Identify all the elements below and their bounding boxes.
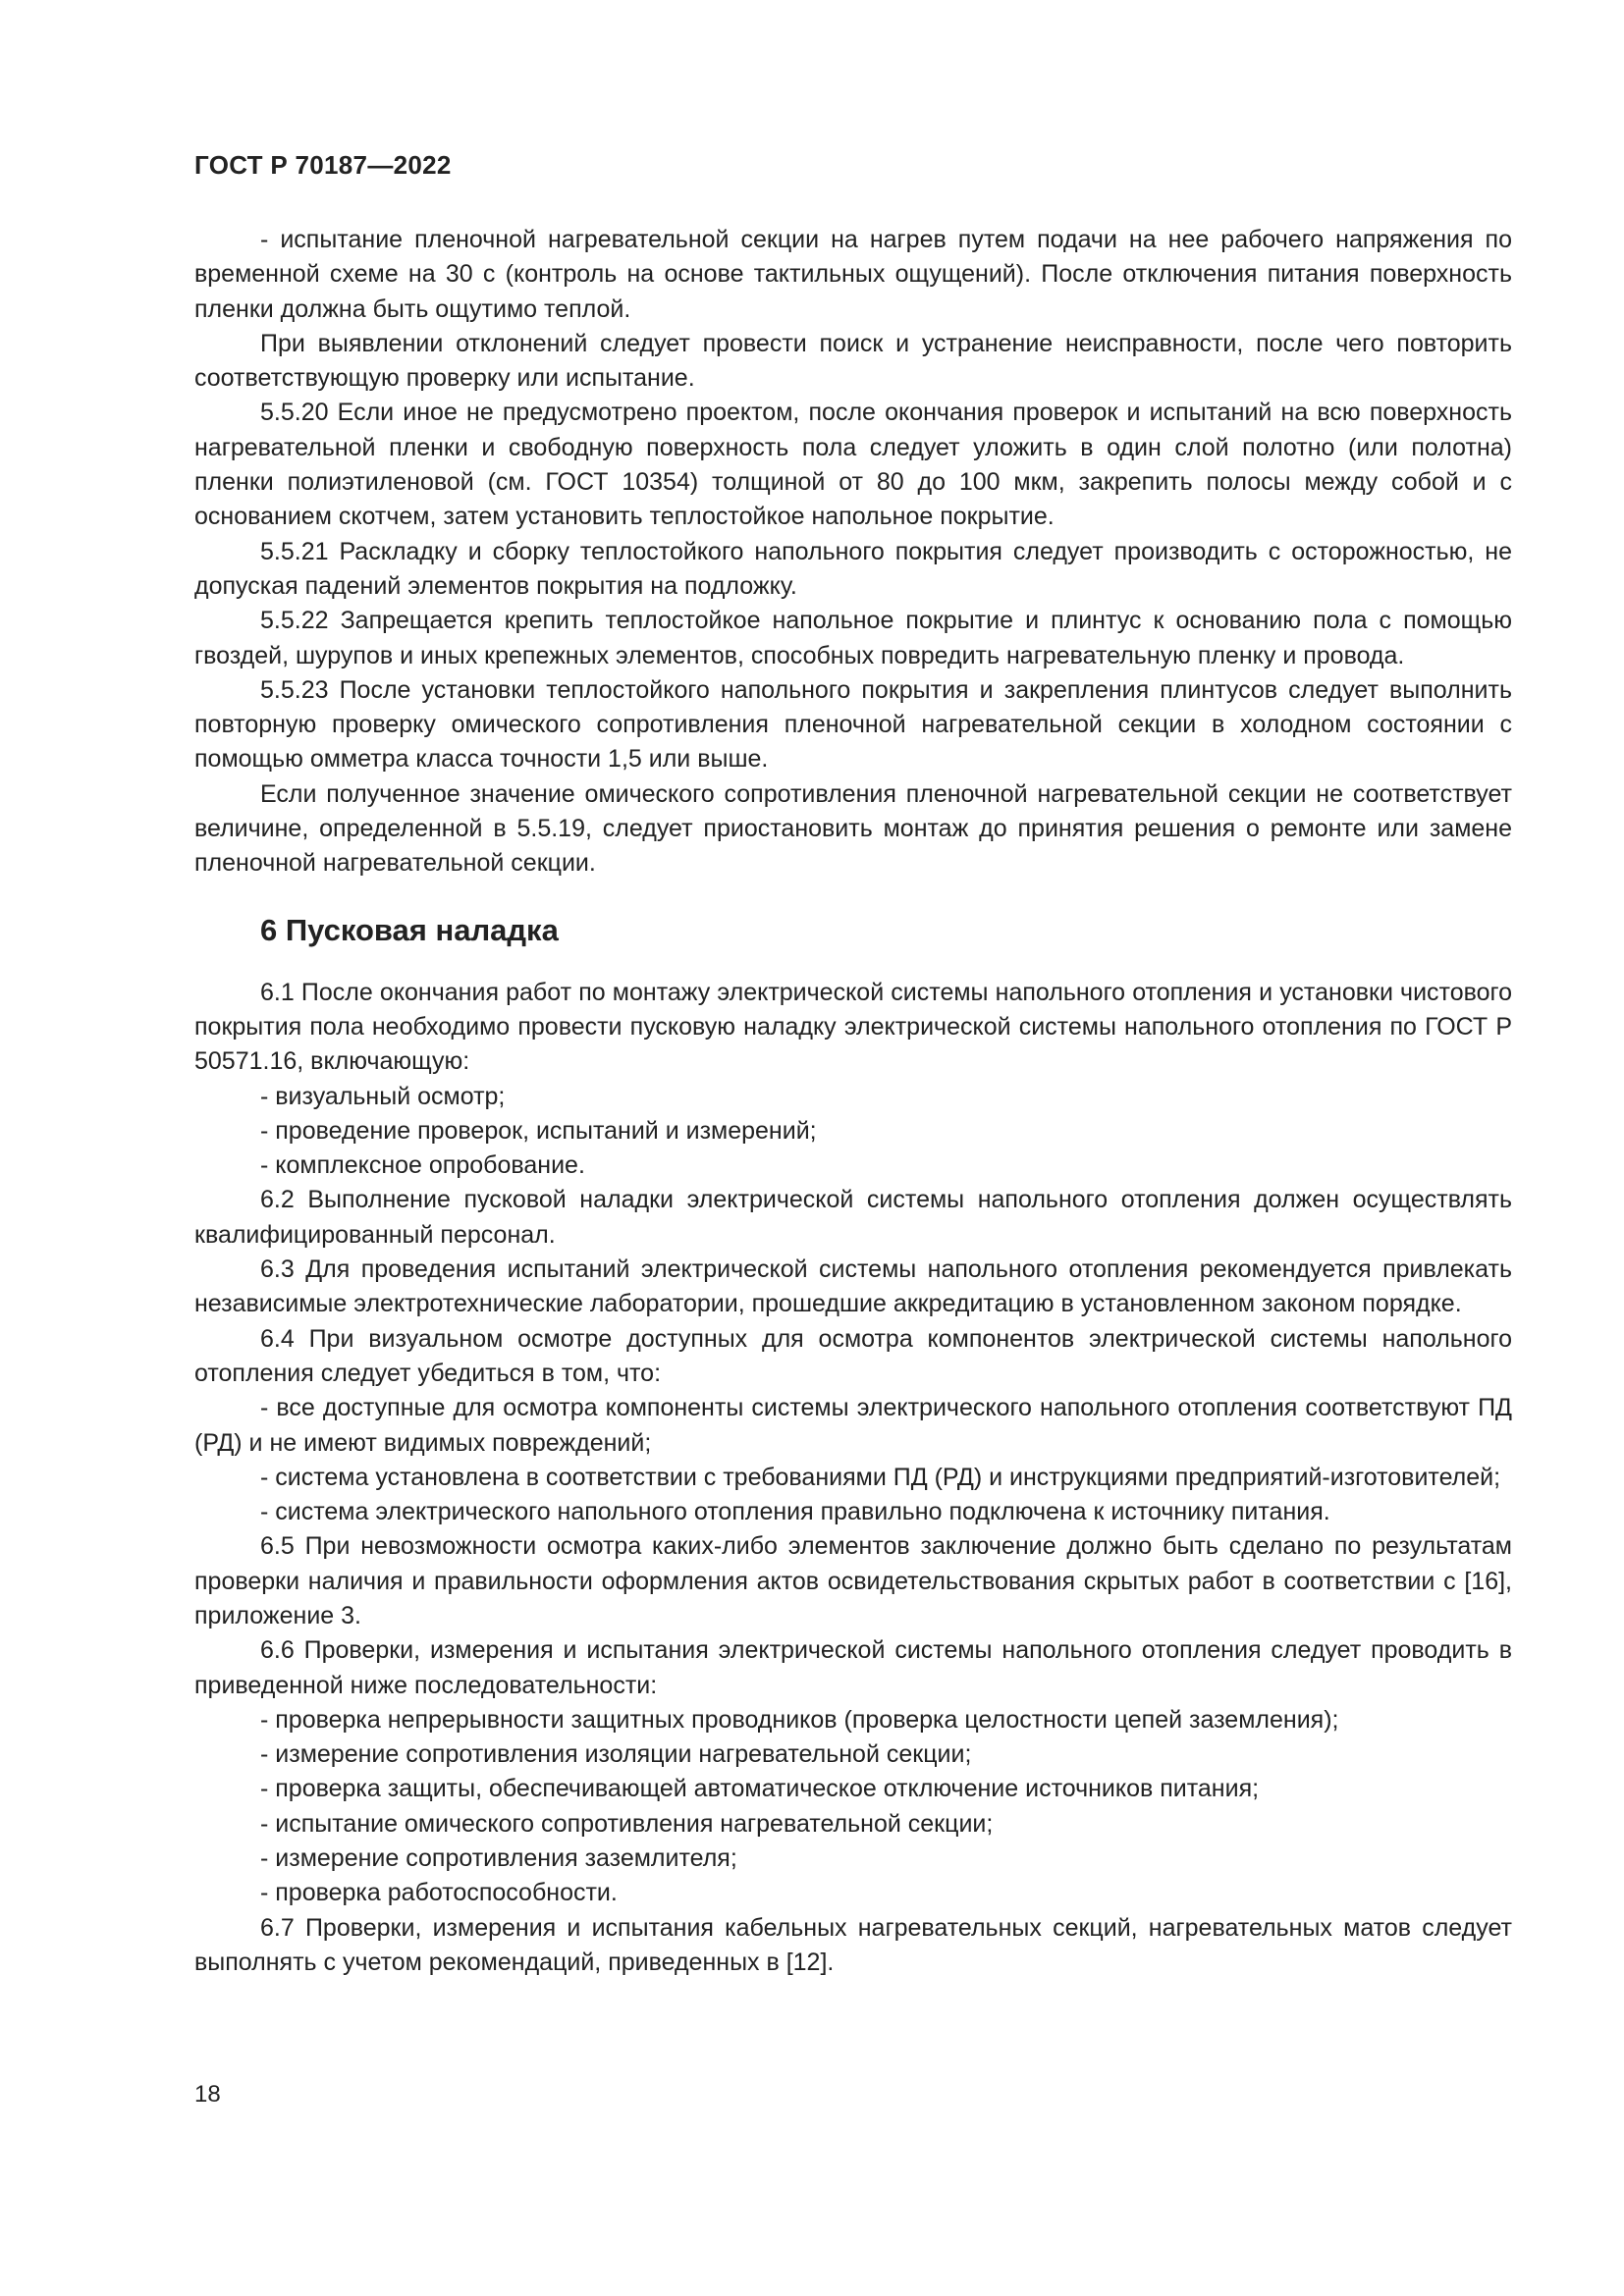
paragraph-6-3: 6.3 Для проведения испытаний электрической системы напольного отопления рекомендуется привлекать независимые электротехнические лаборатории, прошедшие аккредитацию в установленном законом порядке. [194, 1255, 1512, 1318]
paragraph-5-5-20: 5.5.20 Если иное не предусмотрено проектом, после окончания проверок и испытаний на всю поверхность нагревательной пленки и свободную поверхность пола следует уложить в один слой полотно (или полотна) пленки полиэтиленовой (см. ГОСТ 10354) толщиной от 80 до 100 мкм, закрепить полосы между собой и с основанием скотчем, затем установить теплостойкое напольное покрытие. [194, 399, 1512, 531]
paragraph-heating-test: - испытание пленочной нагревательной секции на нагрев путем подачи на нее рабочего напряжения по временной схеме на 30 с (контроль на основе тактильных ощущений). После отключения питания поверхность пленки должна быть ощутимо теплой. [194, 226, 1512, 323]
list-item: - испытание омического сопротивления нагревательной секции; [260, 1809, 994, 1838]
list-item: - измерение сопротивления изоляции нагревательной секции; [260, 1740, 972, 1769]
list-item: - проверка непрерывности защитных проводников (проверка целостности цепей заземления); [260, 1705, 1339, 1734]
document-header-id: ГОСТ Р 70187—2022 [194, 150, 452, 180]
page-number: 18 [194, 2081, 221, 2108]
paragraph-5-5-23: 5.5.23 После установки теплостойкого напольного покрытия и закрепления плинтусов следует выполнить повторную проверку омического сопротивления пленочной нагревательной секции в холодном состоянии с помощью омметра класса точности 1,5 или выше. [194, 675, 1512, 774]
paragraph-5-5-21: 5.5.21 Раскладку и сборку теплостойкого напольного покрытия следует производить с осторожностью, не допуская падений элементов покрытия на подложку. [194, 537, 1512, 600]
list-item: - система электрического напольного отопления правильно подключена к источнику питания. [260, 1498, 1330, 1526]
list-item: - проверка работоспособности. [260, 1879, 618, 1907]
section-spacer [194, 881, 1512, 911]
section-spacer [194, 950, 1512, 976]
list-item: - проверка защиты, обеспечивающей автоматическое отключение источников питания; [260, 1775, 1260, 1803]
paragraph-5-5-22: 5.5.22 Запрещается крепить теплостойкое напольное покрытие и плинтус к основанию пола с помощью гвоздей, шурупов и иных крепежных элементов, способных повредить нагревательную пленку и провода. [194, 607, 1512, 669]
list-item: - проведение проверок, испытаний и измерений; [260, 1116, 817, 1145]
section-title: 6 Пусковая наладка [260, 912, 559, 947]
list-item: - система установлена в соответствии с требованиями ПД (РД) и инструкциями предприятий-изготовителей; [260, 1463, 1501, 1491]
list-item: - комплексное опробование. [260, 1151, 585, 1180]
paragraph-6-1: 6.1 После окончания работ по монтажу электрической системы напольного отопления и установки чистового покрытия пола необходимо провести пусковую наладку электрической системы напольного отопления по ГОСТ Р 50571.16, включающую: [194, 978, 1512, 1076]
document-body [194, 223, 1512, 1980]
paragraph-6-4: 6.4 При визуальном осмотре доступных для осмотра компонентов электрической системы напольного отопления следует убедиться в том, что: [194, 1324, 1512, 1387]
list-item: - измерение сопротивления заземлителя; [260, 1844, 737, 1873]
paragraph-deviations: При выявлении отклонений следует провести поиск и устранение неисправности, после чего повторить соответствующую проверку или испытание. [194, 329, 1512, 393]
list-item: - все доступные для осмотра компоненты системы электрического напольного отопления соответствуют ПД (РД) и не имеют видимых повреждений; [194, 1394, 1512, 1457]
paragraph-6-6: 6.6 Проверки, измерения и испытания электрической системы напольного отопления следует проводить в приведенной ниже последовательности: [194, 1636, 1512, 1699]
paragraph-6-5: 6.5 При невозможности осмотра каких-либо элементов заключение должно быть сделано по результатам проверки наличия и правильности оформления актов освидетельствования скрытых работ в соответствии с [16], приложение 3. [194, 1532, 1512, 1629]
paragraph-resistance-mismatch: Если полученное значение омического сопротивления пленочной нагревательной секции не соответствует величине, определенной в 5.5.19, следует приостановить монтаж до принятия решения о ремонте или замене пленочной нагревательной секции. [194, 779, 1512, 878]
paragraph-6-2: 6.2 Выполнение пусковой наладки электрической системы напольного отопления должен осуществлять квалифицированный персонал. [194, 1186, 1512, 1249]
list-item: - визуальный осмотр; [260, 1082, 506, 1110]
paragraph-6-7: 6.7 Проверки, измерения и испытания кабельных нагревательных секций, нагревательных матов следует выполнять с учетом рекомендаций, приведенных в [12]. [194, 1913, 1512, 1976]
